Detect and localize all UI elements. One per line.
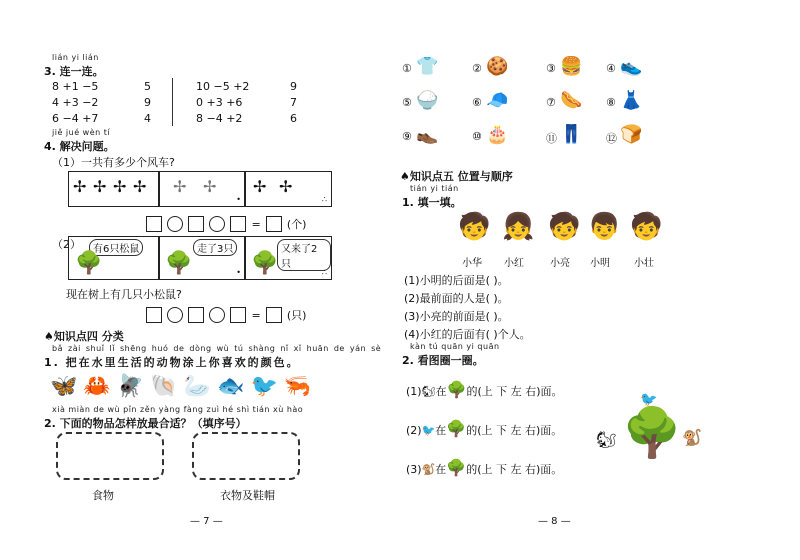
fill-line[interactable]: (2)最前面的人是( )。 — [404, 292, 509, 305]
pinwheel-icon: ✢ — [253, 177, 267, 196]
q3-expr[interactable]: 0 +3 +6 — [196, 96, 243, 109]
dress-icon[interactable]: 👗 — [620, 90, 643, 111]
picture-panel — [244, 236, 332, 280]
q3-title: 3. 连一连。 — [44, 65, 104, 78]
shoe-icon[interactable]: 👟 — [620, 56, 643, 77]
picture-panel — [158, 171, 246, 207]
item-number: ⑪ — [546, 132, 557, 145]
column-divider — [172, 78, 173, 126]
q1-pinyin: tián yi tián — [410, 184, 459, 193]
q3-expr[interactable]: 6 −4 +7 — [52, 112, 99, 125]
q3-expr[interactable]: 4 +3 −2 — [52, 96, 99, 109]
q2-title: 2. 下面的物品怎样放最合适？（填序号） — [44, 417, 247, 430]
pinwheel-icon: ✢ — [279, 177, 293, 196]
tree-icon: 🌳 — [75, 251, 103, 276]
page-number: — 7 — — [190, 516, 223, 527]
clothing-label: 衣物及鞋帽 — [220, 489, 275, 502]
answer-box[interactable] — [146, 307, 162, 323]
rice-bowl-icon[interactable]: 🍚 — [416, 90, 439, 111]
operator-circle[interactable] — [209, 307, 225, 323]
child-name: 小红 — [504, 258, 524, 269]
q2-pinyin: xià miàn de wù pǐn zěn yàng fàng zuì hé shì tián xù hào — [52, 405, 304, 414]
picture-panel — [244, 171, 332, 207]
item-number: ① — [402, 62, 412, 75]
unit-label: (只) — [286, 309, 307, 322]
squirrel-icon: 🐿 — [421, 385, 436, 398]
monkey-icon: 🐒 — [421, 463, 436, 476]
child-figure-icon: 👧 — [502, 212, 535, 242]
fill-line[interactable]: (4)小红的后面有( )个人。 — [404, 328, 531, 341]
fish-icon[interactable]: 🐟 — [217, 374, 251, 399]
monkey-icon: 🐒 — [682, 428, 702, 447]
pinwheel-icon: ✢ — [203, 177, 217, 196]
answer-box[interactable] — [146, 216, 162, 232]
q4-pinyin: jiě jué wèn tí — [52, 128, 111, 137]
answer-row-2 — [146, 304, 306, 323]
pinwheel-icon: ✢ — [93, 177, 107, 196]
answer-box[interactable] — [266, 216, 282, 232]
pinwheel-icon: ✢ — [173, 177, 187, 196]
squirrel-icon: 🐿 — [596, 430, 617, 449]
item-number: ⑤ — [402, 96, 412, 109]
operator-circle[interactable] — [167, 307, 183, 323]
shirt-icon[interactable]: 👕 — [416, 56, 439, 77]
q3-answer[interactable]: 7 — [290, 96, 297, 109]
q2-pinyin: kàn tú quān yi quān — [410, 342, 500, 351]
q2-title: 2. 看图圈一圈。 — [402, 354, 484, 367]
q3-answer[interactable]: 4 — [144, 112, 151, 125]
answer-box[interactable] — [230, 216, 246, 232]
big-tree-icon: 🌳 — [622, 405, 682, 461]
circle-row-2: (2)🐦在🌳的(上 下 左 右)面。 — [406, 419, 563, 438]
animal-row — [50, 374, 317, 399]
cap-icon[interactable]: 🧢 — [486, 90, 509, 111]
pants-icon[interactable]: 👖 — [560, 124, 583, 145]
child-name: 小壮 — [634, 258, 654, 269]
swan-icon[interactable]: 🦢 — [183, 374, 218, 399]
unit-label: (个) — [286, 218, 307, 231]
child-figure-icon: 🧒 — [548, 212, 581, 242]
speech-bubble: 有6只松鼠 — [89, 239, 143, 256]
bird-icon: 🐦 — [640, 392, 658, 408]
right-page — [400, 0, 800, 560]
tree-icon: 🌳 — [446, 419, 467, 438]
q3-answer[interactable]: 6 — [290, 112, 297, 125]
item-number: ⑦ — [546, 96, 556, 109]
q1-title: 1. 填一填。 — [402, 196, 462, 209]
seahorse-icon[interactable]: 🐚 — [150, 374, 184, 399]
q3-answer[interactable]: 9 — [290, 80, 297, 93]
sausage-icon[interactable]: 🌭 — [560, 90, 583, 111]
page-number: — 8 — — [538, 516, 571, 527]
child-figure-icon: 👦 — [588, 212, 621, 242]
answer-box[interactable] — [188, 216, 204, 232]
q1-title: 1. 把在水里生活的动物涂上你喜欢的颜色。 — [44, 356, 300, 369]
child-figure-icon: 🧒 — [630, 212, 663, 242]
q3-expr[interactable]: 10 −5 +2 — [196, 80, 250, 93]
item-number: ⑥ — [472, 96, 482, 109]
section-heading: ♠知识点五 位置与顺序 — [400, 170, 513, 183]
bread-icon[interactable]: 🍞 — [620, 124, 643, 145]
equals-sign: = — [251, 218, 261, 231]
direction-options[interactable]: 的(上 下 左 右)面。 — [466, 385, 563, 398]
item-number: ② — [472, 62, 482, 75]
butterfly-icon[interactable]: 🦋 — [50, 374, 84, 399]
crab-icon[interactable]: 🦀 — [83, 374, 117, 399]
item-number: ③ — [546, 62, 556, 75]
bird-icon[interactable]: 🐦 — [250, 374, 284, 399]
q3-answer[interactable]: 5 — [144, 80, 151, 93]
sandals-icon[interactable]: 👞 — [416, 124, 439, 145]
equals-sign: = — [251, 309, 261, 322]
section-heading: ♠知识点四 分类 — [44, 330, 124, 343]
tree-icon: 🌳 — [446, 380, 467, 399]
q4-sub1: （1）一共有多少个风车? — [52, 156, 175, 169]
dot-marker-icon: • — [236, 268, 241, 277]
cake-icon[interactable]: 🎂 — [486, 124, 509, 145]
circle-row-1: (1)🐿在🌳的(上 下 左 右)面。 — [406, 380, 563, 399]
child-name: 小华 — [462, 258, 482, 269]
bird-icon: 🐦 — [421, 424, 436, 437]
shrimp-icon[interactable]: 🦐 — [283, 374, 318, 399]
q3-expr[interactable]: 8 −4 +2 — [196, 112, 243, 125]
answer-box[interactable] — [266, 307, 282, 323]
answer-box[interactable] — [230, 307, 246, 323]
q4-title: 4. 解决问题。 — [44, 140, 115, 153]
cookies-icon[interactable]: 🍪 — [486, 56, 509, 77]
tree-icon: 🌳 — [446, 458, 467, 477]
answer-row-1 — [146, 213, 306, 232]
answer-box[interactable] — [188, 307, 204, 323]
spade-icon: ♠ — [400, 170, 410, 183]
tree-icon: 🌳 — [165, 251, 193, 276]
picture-panel — [68, 236, 160, 280]
direction-options[interactable]: 的(上 下 左 右)面。 — [466, 463, 563, 476]
hamburger-icon[interactable]: 🍔 — [560, 56, 583, 77]
item-number: ⑨ — [402, 130, 412, 143]
direction-options[interactable]: 的(上 下 左 右)面。 — [466, 424, 563, 437]
food-box[interactable] — [56, 432, 164, 480]
spade-icon: ♠ — [44, 330, 54, 343]
dragonfly-icon[interactable]: 🪰 — [116, 374, 151, 399]
fill-line[interactable]: (1)小明的后面是( )。 — [404, 274, 509, 287]
speech-bubble: 又来了2只 — [277, 239, 331, 271]
speech-bubble: 走了3只 — [193, 239, 237, 256]
q3-answer[interactable]: 9 — [144, 96, 151, 109]
q4-sub2-label: （2） — [52, 238, 81, 251]
q3-expr[interactable]: 8 +1 −5 — [52, 80, 99, 93]
child-name: 小亮 — [550, 258, 570, 269]
dots-marker-icon: ∴ — [321, 268, 327, 277]
pinwheel-icon: ✢ — [133, 177, 147, 196]
q4-question: 现在树上有几只小松鼠? — [66, 288, 182, 301]
tree-icon: 🌳 — [251, 251, 279, 276]
q1-pinyin: bǎ zài shuǐ lǐ shēng huó de dòng wù tú shàng nǐ xǐ huān de yán sè — [52, 344, 382, 353]
picture-panel — [158, 236, 246, 280]
child-name: 小明 — [590, 258, 610, 269]
fill-line[interactable]: (3)小亮的前面是( )。 — [404, 310, 509, 323]
dots-marker-icon: ∴ — [321, 195, 327, 204]
child-figure-icon: 🧒 — [458, 212, 491, 242]
pinwheel-icon: ✢ — [113, 177, 127, 196]
item-number: ⑫ — [606, 132, 617, 145]
q3-pinyin: lián yi lián — [52, 53, 99, 62]
circle-row-3: (3)🐒在🌳的(上 下 左 右)面。 — [406, 458, 563, 477]
picture-panel — [68, 171, 160, 207]
item-number: ⑧ — [606, 96, 616, 109]
operator-circle[interactable] — [167, 216, 183, 232]
food-label: 食物 — [92, 489, 114, 502]
dot-marker-icon: • — [236, 195, 241, 204]
item-number: ④ — [606, 62, 616, 75]
clothing-box[interactable] — [192, 432, 300, 480]
pinwheel-icon: ✢ — [73, 177, 87, 196]
item-number: ⑩ — [472, 130, 482, 143]
operator-circle[interactable] — [209, 216, 225, 232]
